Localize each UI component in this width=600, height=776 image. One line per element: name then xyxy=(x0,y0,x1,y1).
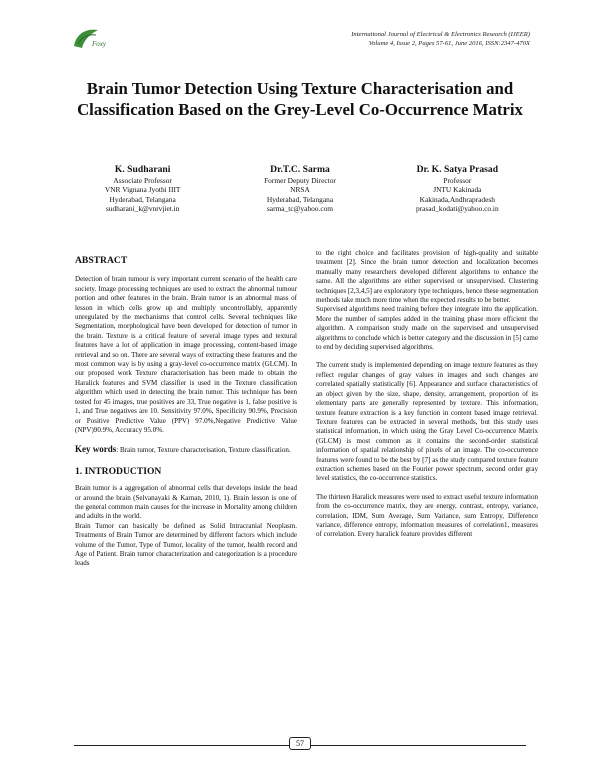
keywords-text: : Brain tumor, Texture characterisation, Texture classification. xyxy=(116,446,291,455)
author-email[interactable]: sudharani_k@vnrvjiet.in xyxy=(105,204,180,214)
intro-paragraph-2: Brain Tumor can basically be defined as Solid Intracranial Neoplasm. Treatments of Brain Tumor are determined by different factors which include volume of the Tumor, Type of Tumor, locality of the tumor, health record and Age of Patient. Brain tumor characterization and categorization is a procedure leads xyxy=(75,521,297,568)
author-org: VNR Vignana Jyothi IIIT xyxy=(104,185,181,195)
introduction-heading: 1. INTRODUCTION xyxy=(75,465,162,477)
paper-title: Brain Tumor Detection Using Texture Characterisation and Classification Based on the Grey-Level Co-Occurrence Matrix xyxy=(77,79,523,119)
body-paragraph-4: The thirteen Haralick measures were used to extract useful texture information from the co-occurrence matrix, they are energy, contrast, entropy, variance, correlation, IDM, Sum Average, Sum Variance, sum Entropy, Difference variance, difference entropy, information measures of correlation1, measures of correlation. Every haralick feature provides different xyxy=(316,492,538,539)
left-column xyxy=(75,256,297,569)
author-role: Associate Professor xyxy=(113,176,172,185)
leaf-logo-icon xyxy=(68,22,128,56)
author-place: Kakinada,Andhrapradesh xyxy=(419,194,495,204)
author-org: NRSA xyxy=(290,185,310,195)
author-role: Professor xyxy=(443,176,472,185)
author-name: Dr. K. Satya Prasad xyxy=(416,164,499,175)
body-paragraph-2: Supervised algorithms need training before they integrate into the application. More the number of samples added in the training phase more efficient the algorithm. A comparison study made on the supervised and unsupervised algorithms to conclude which is better category and the discussion in [5] came to end by deciding supervised algorithms. xyxy=(316,305,538,352)
author-email[interactable]: prasad_kodati@yahoo.co.in xyxy=(415,204,499,214)
right-column xyxy=(316,249,538,540)
author-2 xyxy=(221,164,378,214)
author-block xyxy=(64,164,536,214)
author-place: Hyderabad, Telangana xyxy=(266,194,334,204)
body-paragraph-1: to the right choice and facilitates provision of high-quality and suitable treatment [2]. Since the brain tumor detection and localization becomes manually many researchers developed different algorithms to enhance the same. All the algorithms are either supervised or unsupervised. Clustering techniques [2,3,4,5] are exploratory type techniques, hence these segmentation methods take much more time when the expected results to be better. xyxy=(316,249,538,305)
author-org: JNTU Kakinada xyxy=(433,185,482,195)
abstract-body: Detection of brain tumour is very important current scenario of the health care society. Image processing techniques are used to extract the abnormal tumour portion and other features in the brain. Brain tumor is an abnormal mass of lesson in which cells grow up and multiply uncontrollably, apparently unregulated by the mechanisms that control cells. Several techniques like Segmentation, morphological have been developed for detection of tumor in the brain. Texture is a critical feature of several image types and textural features have a lot of application in image processing, content-based image retrieval and so on. There are several ways of extracting these features and the most common way is by using a gray-level co-occurrence matrix (GLCM). In our proposed work Texture characterisation has been made to obtain the Haralick features and SVM classifier is used in the Texture classification algorithm which used in detecting the brain tumor. This technique has been tested for 45 images, true positives are 33, True negative is 1, false positive is 1, and True negatives are 10. Sensitivity 97.0%, Specificity 90.9%, Precision or Positive Predictive Value (PPV) 97.0%,Negative Predictive Value (NPV)90.9%, Accuracy 95.0%. xyxy=(75,275,297,434)
author-name: K. Sudharani xyxy=(114,164,171,175)
author-email[interactable]: sarma_tc@yahoo.com xyxy=(266,204,334,214)
author-3 xyxy=(379,164,536,214)
intro-paragraph-1: Brain tumor is a aggregation of abnormal cells that develops inside the head or around the brain (Selvanayaki & Karnan, 2010, 1). Brain lesson is one of the general common main causes for the increase in Mortality among children and adults in the world. xyxy=(75,484,297,521)
author-place: Hyderabad, Telangana xyxy=(109,194,176,204)
keywords-label: Key words xyxy=(75,444,117,455)
page-number: 57 xyxy=(289,737,311,750)
svg-text:Foxy: Foxy xyxy=(92,40,106,48)
journal-logo xyxy=(68,22,128,56)
journal-name: International Journal of Electrical & Electronics Research (IJEER) xyxy=(351,31,530,38)
author-role: Former Deputy Director xyxy=(264,176,336,185)
journal-issue: Volume 4, Issue 2, Pages 57-61, June 2016, ISSN:2347-470X xyxy=(368,40,530,47)
body-paragraph-3: The current study is implemented depending on image texture features as they reflect regular changes of gray values in images and such changes are correlated spatially statistically [6]. Appearance and surface characteristics of an object given by the size, shape, density, arrangement, proportion of its elementary parts are generally represented by texture. This information, texture feature extraction is a key function in content based image retrieval. Texture features can be extracted in several methods, but this study uses statistical information, in which using the Gray Level Co-occurrence Matrix (GLCM) is most common as it contains the second-order statistical information of spatial relationship of pixels of an image. The co-occurrence features were found to be the best by [7] as the study compared texture feature extraction schemes based on the Fourier power spectrum, second order gray level statistics, the co-occurrence statistics. xyxy=(316,361,538,483)
abstract-heading: ABSTRACT xyxy=(75,255,128,266)
author-1 xyxy=(64,164,221,214)
keywords xyxy=(75,445,297,455)
author-name: Dr.T.C. Sarma xyxy=(270,164,330,175)
journal-header xyxy=(351,30,530,48)
page-footer xyxy=(74,735,526,757)
